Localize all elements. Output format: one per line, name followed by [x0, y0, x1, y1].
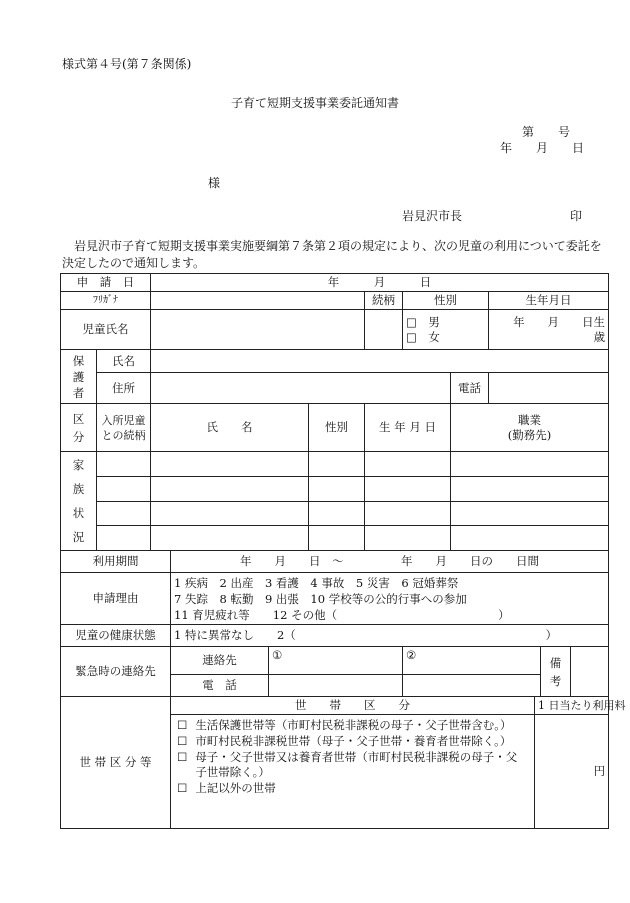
- household-option[interactable]: [177, 750, 528, 780]
- household-option-label: 母子・父子世帯又は養育者世帯（市町村民税非課税の母子・父子世帯除く。）: [195, 750, 518, 779]
- remarks-input[interactable]: [571, 647, 609, 697]
- household-option-label: 生活保護世帯等（市町村民税非課税の母子・父子世帯含む。）: [195, 718, 512, 732]
- family-gender-input[interactable]: [309, 452, 365, 477]
- family-row: [61, 452, 609, 477]
- reason-line: 11 育児疲れ等 12 その他（ ）: [174, 607, 510, 622]
- guardian-address-input[interactable]: [151, 373, 451, 404]
- guardian-char: 者: [72, 385, 85, 400]
- emergency-label: 緊急時の連絡先: [61, 647, 171, 697]
- family-birthdate-input[interactable]: [365, 501, 451, 526]
- phone-input[interactable]: [489, 373, 609, 404]
- child-name-label: 児童氏名: [61, 310, 151, 350]
- reason-options[interactable]: [171, 573, 609, 625]
- gender-label: 性別: [403, 292, 489, 310]
- family-birthdate-input[interactable]: [365, 476, 451, 501]
- addressee-suffix: 様: [208, 176, 221, 190]
- health-value: 1 特に異常なし 2（: [174, 628, 296, 642]
- remarks-char: 考: [549, 673, 562, 688]
- family-row: [61, 526, 609, 551]
- emergency-row: [61, 647, 609, 675]
- occupation-sub: (勤務先): [507, 427, 552, 442]
- family-birthdate-input[interactable]: [365, 526, 451, 551]
- family-name-input[interactable]: [151, 526, 309, 551]
- birthdate-value: 年 月 日生: [513, 314, 606, 329]
- form-number: 様式第４号(第７条関係): [62, 57, 192, 71]
- furigana-input[interactable]: [151, 292, 365, 310]
- family-name-input[interactable]: [151, 501, 309, 526]
- guardian-char: 護: [72, 369, 85, 384]
- phone2-label: 電 話: [171, 675, 269, 697]
- application-date-value[interactable]: 年 月 日: [151, 274, 609, 292]
- age-unit: 歳: [593, 329, 606, 344]
- document-date: 年 月 日: [500, 141, 585, 155]
- family-gender-input[interactable]: [309, 526, 365, 551]
- household-option-label: 上記以外の世帯: [195, 781, 276, 795]
- family-relation-input[interactable]: [97, 476, 151, 501]
- family-status-char: 況: [72, 530, 85, 544]
- guardian-name-row: [61, 350, 609, 373]
- health-label: 児童の健康状態: [61, 625, 171, 647]
- application-date-row: [61, 274, 609, 292]
- category-label: [61, 404, 97, 452]
- notification-form-table: [60, 273, 626, 829]
- furigana-label: ﾌﾘｶﾞﾅ: [61, 292, 151, 310]
- occupation-header: [451, 404, 609, 452]
- family-birthdate-input[interactable]: [365, 452, 451, 477]
- family-name-input[interactable]: [151, 452, 309, 477]
- household-option-label: 市町村民税非課税世帯（母子・父子世帯・養育者世帯除く。）: [195, 734, 512, 748]
- guardian-name-input[interactable]: [151, 350, 609, 373]
- family-name-header: 氏 名: [151, 404, 309, 452]
- relationship-label: 続柄: [365, 292, 403, 310]
- family-occupation-input[interactable]: [451, 501, 609, 526]
- guardian-name-label: 氏名: [97, 350, 151, 373]
- phone2-input-2[interactable]: [403, 675, 541, 697]
- document-title: 子育て短期支援事業委託通知書: [230, 96, 399, 110]
- checkbox-icon[interactable]: ☐: [177, 718, 188, 732]
- guardian-address-row: [61, 373, 609, 404]
- family-name-input[interactable]: [151, 476, 309, 501]
- birthdate-cell[interactable]: [489, 310, 609, 350]
- reason-row: [61, 573, 609, 625]
- household-label: 世 帯 区 分 等: [61, 697, 171, 829]
- relationship-input[interactable]: [365, 310, 403, 350]
- family-occupation-input[interactable]: [451, 452, 609, 477]
- health-value-cell[interactable]: [171, 625, 609, 647]
- period-label: 利用期間: [61, 551, 171, 573]
- male-checkbox[interactable]: □ 男: [406, 314, 440, 329]
- reason-label: 申請理由: [61, 573, 171, 625]
- contact-1[interactable]: ①: [269, 647, 403, 675]
- occupation-label: 職業: [518, 412, 542, 427]
- lead-text: 岩見沢市子育て短期支援事業実施要綱第７条第２項の規定により、次の児童の利用について委託を決定したので通知します。: [62, 239, 602, 270]
- remarks-label: [541, 647, 571, 697]
- birthdate-label: 生年月日: [489, 292, 609, 310]
- checkbox-icon[interactable]: ☐: [177, 781, 188, 795]
- issuer: 岩見沢市長: [402, 209, 463, 223]
- guardian-address-label: 住所: [97, 373, 151, 404]
- household-option[interactable]: [177, 718, 528, 733]
- family-gender-input[interactable]: [309, 476, 365, 501]
- family-relation-input[interactable]: [97, 501, 151, 526]
- family-occupation-input[interactable]: [451, 476, 609, 501]
- reason-line: 1 疾病 2 出産 3 看護 4 事故 5 災害 6 冠婚葬祭: [174, 575, 459, 590]
- relation-header: 入所児童との続柄: [97, 404, 151, 452]
- family-row: [61, 501, 609, 526]
- contact-2[interactable]: ②: [403, 647, 541, 675]
- seal-mark: 印: [570, 209, 583, 223]
- family-status-char: 族: [72, 482, 85, 496]
- checkbox-icon[interactable]: ☐: [177, 750, 188, 764]
- family-status-label: [61, 452, 97, 551]
- child-name-input[interactable]: [151, 310, 365, 350]
- female-checkbox[interactable]: □ 女: [406, 329, 440, 344]
- daily-fee-header: 1 日当たり利用料: [535, 697, 609, 715]
- gender-options: [403, 310, 489, 350]
- daily-fee-value[interactable]: 円: [535, 715, 609, 829]
- family-occupation-input[interactable]: [451, 526, 609, 551]
- guardian-label: [61, 350, 97, 404]
- household-options: [171, 715, 535, 829]
- health-close: ）: [545, 628, 558, 642]
- checkbox-icon[interactable]: ☐: [177, 734, 188, 748]
- application-date-label: 申 請 日: [61, 274, 151, 292]
- family-header-row: [61, 404, 609, 452]
- contact-label: 連絡先: [171, 647, 269, 675]
- period-value[interactable]: 年 月 日 ～ 年 月 日の 日間: [171, 551, 609, 573]
- family-status-char: 家: [72, 458, 85, 472]
- household-option[interactable]: [177, 781, 528, 796]
- household-header-row: [61, 697, 609, 715]
- family-row: [61, 476, 609, 501]
- family-gender-input[interactable]: [309, 501, 365, 526]
- guardian-char: 保: [72, 353, 85, 368]
- family-gender-header: 性別: [309, 404, 365, 452]
- phone2-input-1[interactable]: [269, 675, 403, 697]
- family-status-char: 状: [72, 506, 85, 520]
- household-option[interactable]: [177, 734, 528, 749]
- family-relation-input[interactable]: [97, 452, 151, 477]
- category-char: 分: [72, 429, 85, 444]
- health-row: [61, 625, 609, 647]
- furigana-row: [61, 292, 609, 310]
- document-number: 第 号: [522, 125, 571, 139]
- category-char: 区: [72, 411, 85, 426]
- usage-period-row: [61, 551, 609, 573]
- remarks-char: 備: [549, 655, 562, 670]
- phone-label: 電話: [451, 373, 489, 404]
- family-relation-input[interactable]: [97, 526, 151, 551]
- child-name-row: [61, 310, 609, 350]
- reason-line: 7 失踪 8 転勤 9 出張 10 学校等の公的行事への参加: [174, 591, 467, 606]
- family-birthdate-header: 生 年 月 日: [365, 404, 451, 452]
- household-header: 世 帯 区 分: [171, 697, 535, 715]
